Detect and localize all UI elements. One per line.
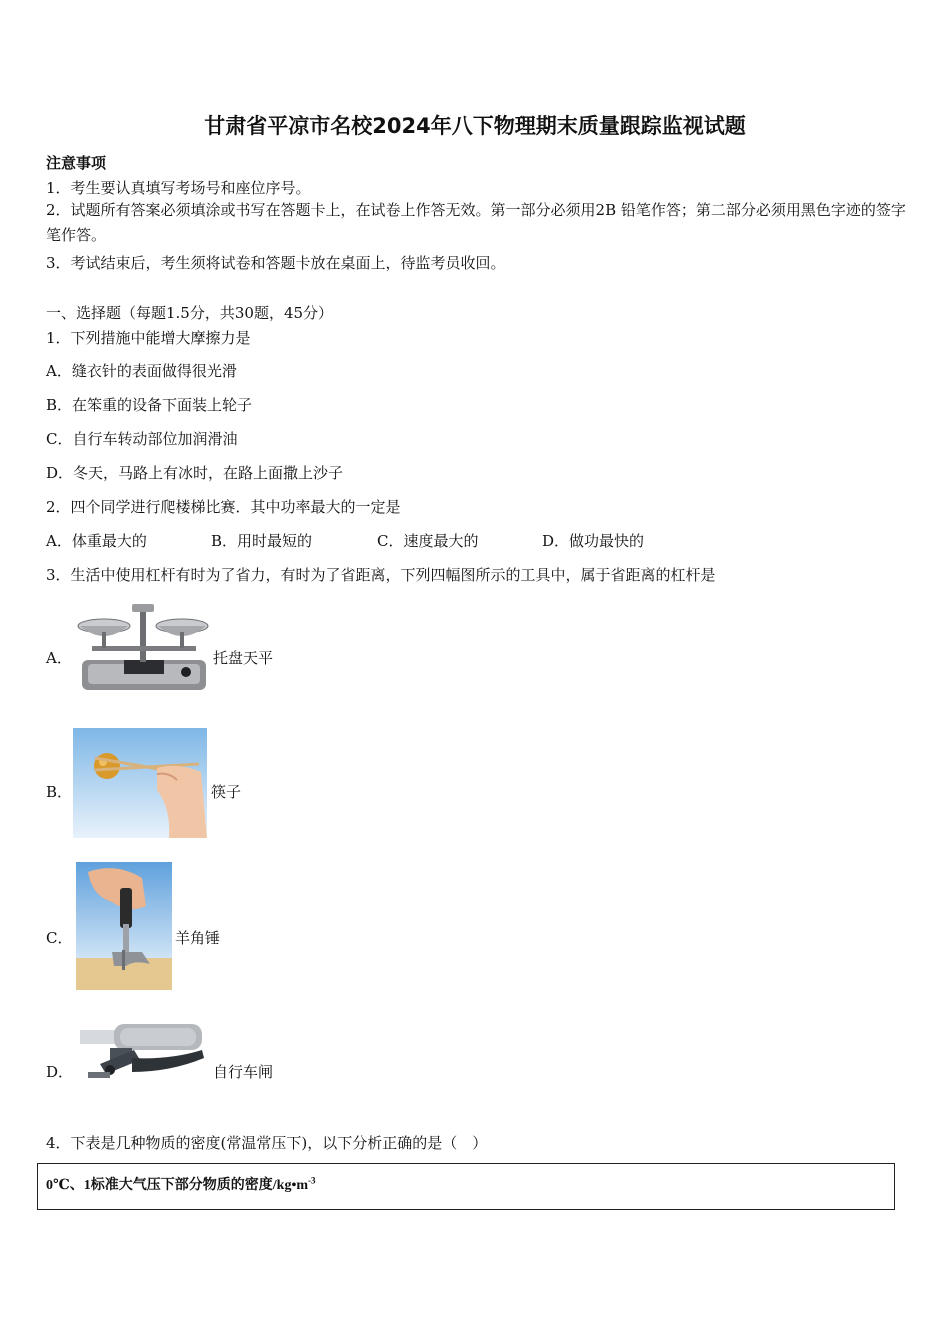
- notice-item-1: 1．考生要认真填写考场号和座位序号。: [46, 179, 311, 197]
- q2-option-d: D．做功最快的: [542, 532, 645, 550]
- question-1-stem: 1．下列措施中能增大摩擦力是: [46, 329, 251, 347]
- claw-hammer-icon: [76, 862, 172, 990]
- chopsticks-icon: [73, 728, 207, 838]
- question-3-stem: 3．生活中使用杠杆有时为了省力，有时为了省距离，下列四幅图所示的工具中，属于省距离的杠杆是: [46, 566, 716, 584]
- q2-option-b: B．用时最短的: [211, 532, 313, 550]
- q3-option-a-letter: A．: [46, 649, 72, 667]
- q3-option-c-label: 羊角锤: [175, 929, 221, 947]
- q1-option-a: A．缝衣针的表面做得很光滑: [46, 362, 237, 380]
- q2-option-a: A．体重最大的: [46, 532, 147, 550]
- density-unit-exponent: -3: [308, 1175, 316, 1186]
- notice-heading: 注意事项: [46, 154, 107, 172]
- q3-option-d-letter: D．: [46, 1063, 74, 1081]
- section-heading: 一、选择题（每题1.5分，共30题，45分）: [46, 304, 334, 322]
- q1-option-c: C．自行车转动部位加润滑油: [46, 430, 238, 448]
- question-2-stem: 2．四个同学进行爬楼梯比赛．其中功率最大的一定是: [46, 498, 401, 516]
- balance-scale-icon: [74, 598, 212, 694]
- notice-item-2: 2．试题所有答案必须填涂或书写在答题卡上，在试卷上作答无效。第一部分必须用2B 铅笔作答；第二部分必须用黑色字迹的签字笔作答。: [46, 201, 906, 244]
- notice-item-3: 3．考试结束后，考生须将试卷和答题卡放在桌面上，待监考员收回。: [46, 254, 506, 272]
- q3-option-c-letter: C．: [46, 929, 73, 947]
- q3-option-a-label: 托盘天平: [213, 649, 274, 667]
- q1-option-d: D．冬天，马路上有冰时，在路上面撒上沙子: [46, 464, 344, 482]
- q3-option-b-letter: B．: [46, 783, 73, 801]
- density-table-header: [46, 1174, 316, 1194]
- q2-option-c: C．速度最大的: [377, 532, 479, 550]
- bike-brake-icon: [80, 1020, 206, 1092]
- density-table-header-text: 0℃、1标准大气压下部分物质的密度/kg•m: [46, 1178, 309, 1193]
- density-table: [37, 1163, 895, 1210]
- q3-option-b-label: 筷子: [211, 783, 242, 801]
- q1-option-b: B．在笨重的设备下面装上轮子: [46, 396, 253, 414]
- q3-option-d-label: 自行车闸: [213, 1063, 274, 1081]
- page-title: 甘肃省平凉市名校2024年八下物理期末质量跟踪监视试题: [204, 114, 746, 138]
- question-4-stem: 4．下表是几种物质的密度(常温常压下)，以下分析正确的是（ ）: [46, 1134, 488, 1152]
